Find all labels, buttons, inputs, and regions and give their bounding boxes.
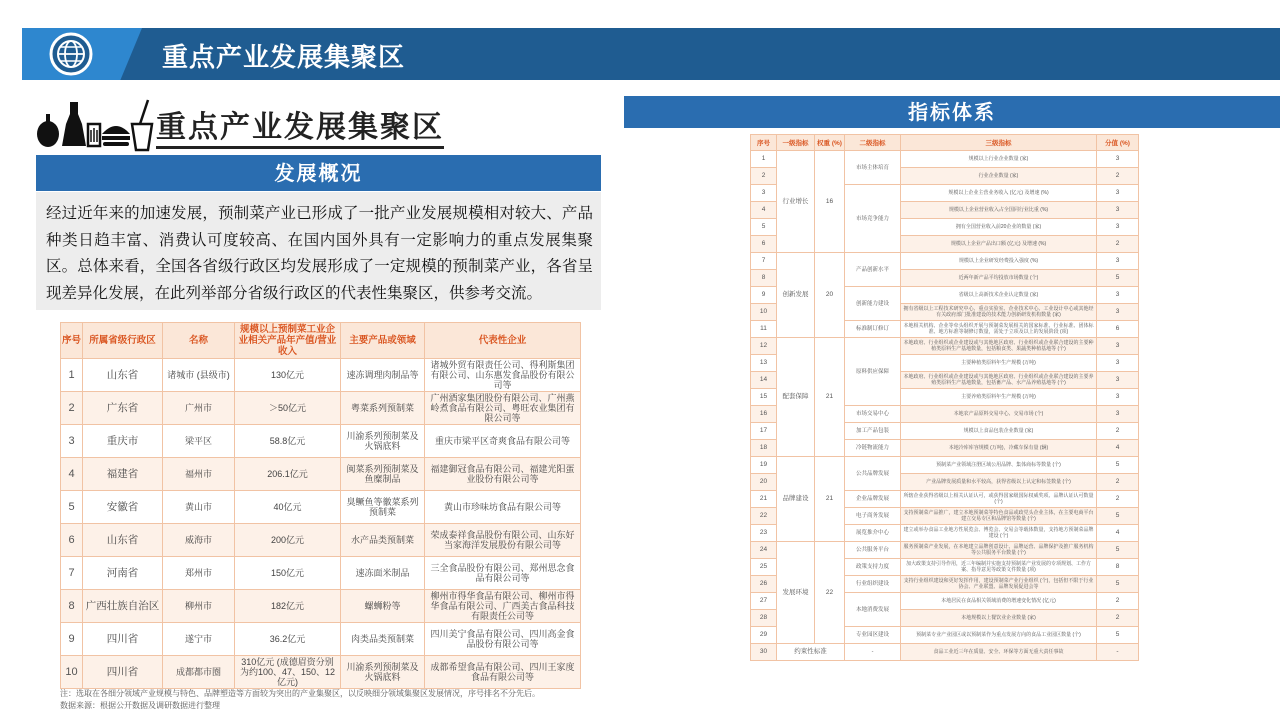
index-table-header xyxy=(751,135,1139,151)
score-cell: 3 xyxy=(1097,151,1139,168)
level2-indicator: 公共服务平台 xyxy=(845,542,901,559)
table-cell: 6 xyxy=(61,524,83,557)
row-number: 14 xyxy=(751,372,777,389)
level3-indicator: 行业企业数量 (家) xyxy=(901,168,1097,185)
level3-indicator: 本地农产品原料交易中心、交易市场 (个) xyxy=(901,406,1097,423)
level3-indicator: 预制菜专业产业园区或以预制菜作为重点发展方向的食品工业园区数量 (个) xyxy=(901,627,1097,644)
level2-indicator: 专业园区建设 xyxy=(845,627,901,644)
score-cell: 3 xyxy=(1097,338,1139,355)
score-cell: 3 xyxy=(1097,406,1139,423)
table-cell: 威海市 xyxy=(163,524,235,557)
row-number: 18 xyxy=(751,440,777,457)
table-cell: 川渝系列预制菜及火锅底料 xyxy=(341,425,425,458)
table-cell: 10 xyxy=(61,656,83,689)
level3-indicator: 支持行业组织建设和更好发挥作用，建设预制菜产业行业组织 (个)，包括但不限于行业协会、产业联盟、品牌发展促进会等 xyxy=(901,576,1097,593)
cluster-table xyxy=(60,322,581,689)
table-cell: 螺蛳粉等 xyxy=(341,590,425,623)
table-cell: 182亿元 xyxy=(235,590,341,623)
row-number: 11 xyxy=(751,321,777,338)
level3-indicator: 本地政府、行业组织或企业建设或与其他地区政府、行业组织或企业联合建设的主要种植类原料生产基地数量，包括粮食类、果蔬类种植基地等 (个) xyxy=(901,338,1097,355)
level3-indicator: 本地规模以上餐饮业企业数量 (家) xyxy=(901,610,1097,627)
score-cell: 6 xyxy=(1097,321,1139,338)
table-cell: 粤菜系列预制菜 xyxy=(341,392,425,425)
section-title: 重点产业发展集聚区 xyxy=(156,110,444,149)
level2-indicator: 政策支持力度 xyxy=(845,559,901,576)
table-cell: 三全食品股份有限公司、郑州思念食品有限公司等 xyxy=(425,557,581,590)
level1-indicator: 约束性标准 xyxy=(777,644,845,661)
score-cell: 3 xyxy=(1097,304,1139,321)
table-row xyxy=(61,425,581,458)
table-cell: 成都都市圈 xyxy=(163,656,235,689)
table-cell: 诸城市 (县级市) xyxy=(163,359,235,392)
level3-indicator: 规模以上企业主营业务收入 (亿元) 及增速 (%) xyxy=(901,185,1097,202)
column-header: 代表性企业 xyxy=(425,323,581,359)
table-cell: 广东省 xyxy=(83,392,163,425)
index-row xyxy=(751,253,1139,270)
table-notes xyxy=(60,688,590,712)
row-number: 10 xyxy=(751,304,777,321)
score-cell: 3 xyxy=(1097,287,1139,304)
column-header: 序号 xyxy=(61,323,83,359)
table-cell: 1 xyxy=(61,359,83,392)
row-number: 22 xyxy=(751,508,777,525)
level3-indicator: 省级以上高新技术企业认定数量 (家) xyxy=(901,287,1097,304)
level3-indicator: 本地冷库库容规模 (万吨)，冷藏车保有量 (辆) xyxy=(901,440,1097,457)
row-number: 4 xyxy=(751,202,777,219)
column-header: 三级指标 xyxy=(901,135,1097,151)
row-number: 27 xyxy=(751,593,777,610)
level2-indicator: 企业品牌发展 xyxy=(845,491,901,508)
row-number: 17 xyxy=(751,423,777,440)
level3-indicator: 预制菜产业领域注册区域公用品牌、集体商标等数量 (个) xyxy=(901,457,1097,474)
table-cell: 遂宁市 xyxy=(163,623,235,656)
column-header: 所属省级行政区 xyxy=(83,323,163,359)
row-number: 9 xyxy=(751,287,777,304)
score-cell: 2 xyxy=(1097,610,1139,627)
index-row xyxy=(751,457,1139,474)
table-cell: 5 xyxy=(61,491,83,524)
level2-indicator: 标准制订修订 xyxy=(845,321,901,338)
table-cell: 速冻调理肉制品等 xyxy=(341,359,425,392)
level3-indicator: 主要种植类原料年生产规模 (万吨) xyxy=(901,355,1097,372)
level1-indicator: 品牌建设 xyxy=(777,457,815,542)
index-heading: 指标体系 xyxy=(624,96,1280,128)
table-cell: 重庆市 xyxy=(83,425,163,458)
row-number: 15 xyxy=(751,389,777,406)
page-title: 重点产业发展集聚区 xyxy=(162,43,406,73)
level2-indicator: 产品创新水平 xyxy=(845,253,901,287)
table-row xyxy=(61,392,581,425)
table-cell: 3 xyxy=(61,425,83,458)
table-cell: 川渝系列预制菜及火锅底料 xyxy=(341,656,425,689)
score-cell: 3 xyxy=(1097,389,1139,406)
level1-indicator: 发展环境 xyxy=(777,542,815,644)
table-row xyxy=(61,656,581,689)
overview-paragraph: 经过近年来的加速发展，预制菜产业已形成了一批产业发展规模相对较大、产品种类日趋丰富、消费认可度较高、在国内国外具有一定影响力的重点发展集聚区。总体来看，全国各省级行政区均发展形成了一定规模的预制菜产业，各省呈现差异化发展，在此列举部分省级行政区的代表性集聚区，供参考交流。 xyxy=(36,192,601,310)
score-cell: 5 xyxy=(1097,457,1139,474)
table-cell: 广州市 xyxy=(163,392,235,425)
row-number: 24 xyxy=(751,542,777,559)
table-cell: 肉类品类预制菜 xyxy=(341,623,425,656)
table-cell: 诸城外贸有限责任公司、得利斯集团有限公司、山东惠发食品股份有限公司等 xyxy=(425,359,581,392)
score-cell: 2 xyxy=(1097,593,1139,610)
table-row xyxy=(61,524,581,557)
level3-indicator: 加大政策支持引导作用，近三年编制并实施支持预制菜产业发展的专项规划、工作方案、指导意见等政策文件数量 (项) xyxy=(901,559,1097,576)
table-cell: 成都希望食品有限公司、四川王家度食品有限公司等 xyxy=(425,656,581,689)
level3-indicator: 支持预制菜产品推广，建立本地预制菜等特色食品或政党头企业主体，在主要电商平台建立交易专区和品牌馆等数量 (个) xyxy=(901,508,1097,525)
level2-indicator: 公共品牌发展 xyxy=(845,457,901,491)
table-cell: 臭鳜鱼等徽菜系列预制菜 xyxy=(341,491,425,524)
table-cell: 黄山市 xyxy=(163,491,235,524)
level3-indicator: 拥有全国营业收入前20企业的数量 (家) xyxy=(901,219,1097,236)
score-cell: 2 xyxy=(1097,491,1139,508)
column-header: 一级指标 xyxy=(777,135,815,151)
row-number: 26 xyxy=(751,576,777,593)
level1-indicator: 创新发展 xyxy=(777,253,815,338)
row-number: 21 xyxy=(751,491,777,508)
level3-indicator: 近两年新产品平均投放市场数量 (个) xyxy=(901,270,1097,287)
row-number: 25 xyxy=(751,559,777,576)
table-row xyxy=(61,557,581,590)
weight-cell: 21 xyxy=(815,338,845,457)
level2-indicator: 加工产品包装 xyxy=(845,423,901,440)
table-cell: 河南省 xyxy=(83,557,163,590)
score-cell: 5 xyxy=(1097,627,1139,644)
level3-indicator: 规模以上企业营业收入占全国同行业比重 (%) xyxy=(901,202,1097,219)
row-number: 3 xyxy=(751,185,777,202)
level3-indicator: 规模以上行业企业数量 (家) xyxy=(901,151,1097,168)
table-cell: 福建御冠食品有限公司、福建光阳蛋业股份有限公司等 xyxy=(425,458,581,491)
column-header: 名称 xyxy=(163,323,235,359)
table-row xyxy=(61,491,581,524)
table-cell: 郑州市 xyxy=(163,557,235,590)
row-number: 30 xyxy=(751,644,777,661)
table-cell: 安徽省 xyxy=(83,491,163,524)
score-cell: 3 xyxy=(1097,355,1139,372)
level3-indicator: 所辖企业获得省级以上相关认证认可，或获得国家级国际权威奖项、品牌认证认可数量 (个) xyxy=(901,491,1097,508)
row-number: 29 xyxy=(751,627,777,644)
table-cell: 广西壮族自治区 xyxy=(83,590,163,623)
table-cell: 柳州市 xyxy=(163,590,235,623)
score-cell: 5 xyxy=(1097,542,1139,559)
table-cell: 四川美宁食品有限公司、四川高金食品股份有限公司等 xyxy=(425,623,581,656)
score-cell: 2 xyxy=(1097,168,1139,185)
overview-heading: 发展概况 xyxy=(36,155,601,191)
table-cell: 9 xyxy=(61,623,83,656)
table-cell: 206.1亿元 xyxy=(235,458,341,491)
food-logo-icon xyxy=(36,94,156,152)
level2-indicator: 冷链物流能力 xyxy=(845,440,901,457)
score-cell: 8 xyxy=(1097,559,1139,576)
level3-indicator: 本地居民在食品相关领域消费的增速变化情况 (亿元) xyxy=(901,593,1097,610)
score-cell: 2 xyxy=(1097,236,1139,253)
level1-indicator: 行业增长 xyxy=(777,151,815,253)
table-cell: 柳州市得华食品有限公司、柳州市得华食品有限公司、广西美古食品科技有限责任公司等 xyxy=(425,590,581,623)
table-cell: 四川省 xyxy=(83,623,163,656)
level2-indicator: 创新能力建设 xyxy=(845,287,901,321)
score-cell: 4 xyxy=(1097,525,1139,542)
score-cell: 4 xyxy=(1097,440,1139,457)
level2-indicator: 本地消费发展 xyxy=(845,593,901,627)
column-header: 分值 (%) xyxy=(1097,135,1139,151)
table-cell: 重庆市梁平区奇爽食品有限公司等 xyxy=(425,425,581,458)
score-cell: 5 xyxy=(1097,576,1139,593)
level2-indicator: 市场主体培育 xyxy=(845,151,901,185)
index-row xyxy=(751,644,1139,661)
column-header: 序号 xyxy=(751,135,777,151)
table-cell: 广州酒家集团股份有限公司、广州燕岭煮食品有限公司、粤旺农业集团有限公司等 xyxy=(425,392,581,425)
score-cell: 2 xyxy=(1097,423,1139,440)
level2-indicator: 行业组织建设 xyxy=(845,576,901,593)
weight-cell: 21 xyxy=(815,457,845,542)
row-number: 5 xyxy=(751,219,777,236)
weight-cell: 20 xyxy=(815,253,845,338)
table-cell: 200亿元 xyxy=(235,524,341,557)
row-number: 2 xyxy=(751,168,777,185)
score-cell: 3 xyxy=(1097,372,1139,389)
column-header: 规模以上预制菜工业企业相关产品年产值/营业收入 xyxy=(235,323,341,359)
table-cell: 8 xyxy=(61,590,83,623)
source-line: 数据来源：根据公开数据及调研数据进行整理 xyxy=(60,701,220,710)
globe-icon xyxy=(47,30,95,78)
score-cell: 5 xyxy=(1097,508,1139,525)
level3-indicator: 产业品牌发展质量和水平较高，获得省级以上认定和标签数量 (个) xyxy=(901,474,1097,491)
level1-indicator: 配套保障 xyxy=(777,338,815,457)
index-row xyxy=(751,151,1139,168)
table-cell: 梁平区 xyxy=(163,425,235,458)
level3-indicator: 拥有省级以上工程技术研究中心、重点实验室、企业技术中心、工业设计中心或其他经有关政府部门批准建设的技术能力创新研发机构数量 (家) xyxy=(901,304,1097,321)
level2-indicator: 市场竞争能力 xyxy=(845,185,901,253)
table-cell: 速冻面米制品 xyxy=(341,557,425,590)
table-cell: 四川省 xyxy=(83,656,163,689)
cluster-table-header xyxy=(61,323,581,359)
table-cell: 黄山市珍味坊食品有限公司等 xyxy=(425,491,581,524)
row-number: 12 xyxy=(751,338,777,355)
column-header: 主要产品或领域 xyxy=(341,323,425,359)
table-cell: 荣成泰祥食品股份有限公司、山东好当家海洋发展股份有限公司等 xyxy=(425,524,581,557)
level2-indicator: 市场交易中心 xyxy=(845,406,901,423)
table-cell: 7 xyxy=(61,557,83,590)
row-number: 20 xyxy=(751,474,777,491)
table-cell: 40亿元 xyxy=(235,491,341,524)
table-row xyxy=(61,359,581,392)
row-number: 13 xyxy=(751,355,777,372)
table-row xyxy=(61,623,581,656)
level2-indicator: - xyxy=(845,644,901,661)
level2-indicator: 原料供应保障 xyxy=(845,338,901,406)
row-number: 16 xyxy=(751,406,777,423)
table-row xyxy=(61,458,581,491)
row-number: 6 xyxy=(751,236,777,253)
table-cell: 130亿元 xyxy=(235,359,341,392)
score-cell: 3 xyxy=(1097,253,1139,270)
score-cell: 3 xyxy=(1097,202,1139,219)
row-number: 7 xyxy=(751,253,777,270)
level3-indicator: 本地政府、行业组织或企业建设或与其他地区政府、行业组织或企业联合建设的主要养殖类原料生产基地数量，包括畜产品、水产品养殖基地等 (个) xyxy=(901,372,1097,389)
table-cell: 福建省 xyxy=(83,458,163,491)
score-cell: - xyxy=(1097,644,1139,661)
level3-indicator: 规模以上企业研发经费投入强度 (%) xyxy=(901,253,1097,270)
index-row xyxy=(751,338,1139,355)
level3-indicator: 食品工业近三年在质量、安全、环保等方面无重大责任事故 xyxy=(901,644,1097,661)
table-cell: 150亿元 xyxy=(235,557,341,590)
note-line: 注：选取在各细分领域产业规模与特色、品牌塑造等方面较为突出的产业集聚区，以反映细分领域集聚区发展情况，序号排名不分先后。 xyxy=(60,689,540,698)
table-row xyxy=(61,590,581,623)
row-number: 19 xyxy=(751,457,777,474)
row-number: 1 xyxy=(751,151,777,168)
table-cell: 2 xyxy=(61,392,83,425)
table-cell: 310亿元 (成德眉资分别为约100、47、150、12亿元) xyxy=(235,656,341,689)
index-table xyxy=(750,134,1139,661)
row-number: 28 xyxy=(751,610,777,627)
level2-indicator: 电子商务发展 xyxy=(845,508,901,525)
table-cell: 山东省 xyxy=(83,359,163,392)
row-number: 8 xyxy=(751,270,777,287)
table-cell: 闽菜系列预制菜及鱼糜制品 xyxy=(341,458,425,491)
index-row xyxy=(751,542,1139,559)
level2-indicator: 展览推介中心 xyxy=(845,525,901,542)
table-cell: 4 xyxy=(61,458,83,491)
score-cell: 3 xyxy=(1097,219,1139,236)
row-number: 23 xyxy=(751,525,777,542)
column-header: 二级指标 xyxy=(845,135,901,151)
table-cell: 36.2亿元 xyxy=(235,623,341,656)
score-cell: 3 xyxy=(1097,185,1139,202)
weight-cell: 22 xyxy=(815,542,845,644)
level3-indicator: 本地相关机构、企业等牵头组织开展与预制菜发展相关的国家标准、行业标准、团体标准、地方标准等制修订数量，需处于立项及以上的发展阶段 (项) xyxy=(901,321,1097,338)
table-cell: ＞50亿元 xyxy=(235,392,341,425)
table-cell: 58.8亿元 xyxy=(235,425,341,458)
table-cell: 福州市 xyxy=(163,458,235,491)
level3-indicator: 主要养殖类原料年生产规模 (万吨) xyxy=(901,389,1097,406)
column-header: 权重 (%) xyxy=(815,135,845,151)
score-cell: 2 xyxy=(1097,474,1139,491)
level3-indicator: 建立或举办食品工业地方性展览会、博览会、交易会等载体数量，支持地方预制菜品牌建设 (个) xyxy=(901,525,1097,542)
header-bar xyxy=(22,28,1280,80)
table-cell: 水产品类预制菜 xyxy=(341,524,425,557)
level3-indicator: 规模以上企业产品出口额 (亿元) 及增速 (%) xyxy=(901,236,1097,253)
weight-cell: 16 xyxy=(815,151,845,253)
table-cell: 山东省 xyxy=(83,524,163,557)
level3-indicator: 规模以上食品包装企业数量 (家) xyxy=(901,423,1097,440)
level3-indicator: 服务预制菜产业发展，在本地建立品牌创意设计、品牌运营、品牌保护及推广服务机构等公共服务平台数量 (个) xyxy=(901,542,1097,559)
score-cell: 5 xyxy=(1097,270,1139,287)
